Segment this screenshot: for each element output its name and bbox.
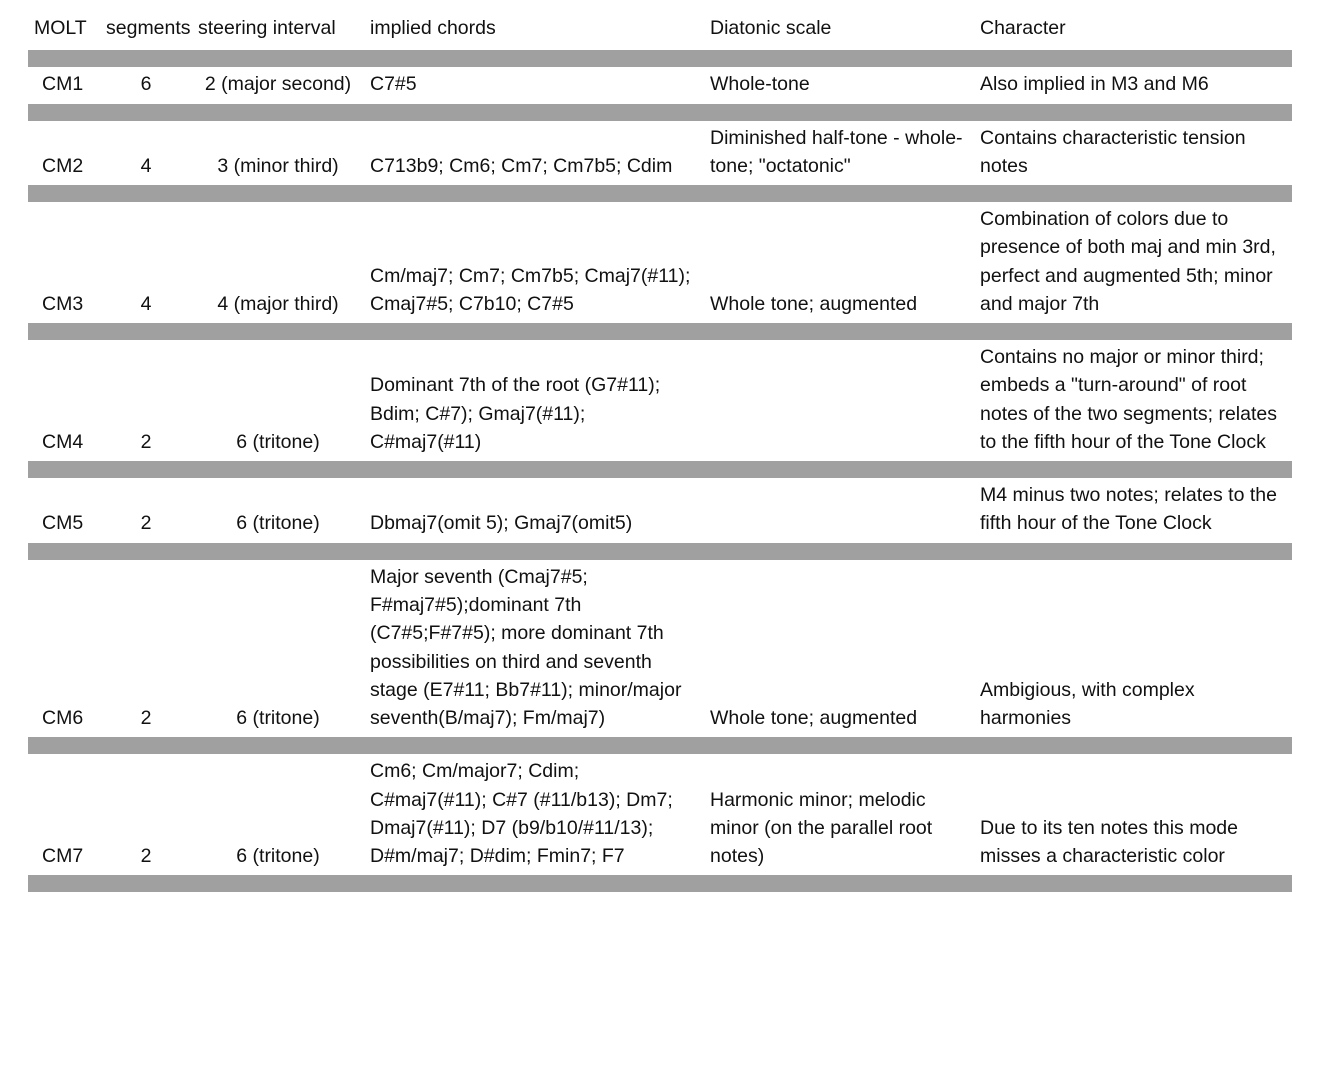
- cell-steering-interval: 2 (major second): [204, 73, 352, 96]
- cell-implied-chords: Cm/maj7; Cm7; Cm7b5; Cmaj7(#11); Cmaj7#5; C7b10; C7#5: [370, 264, 691, 315]
- cell-character: Contains characteristic tension notes: [980, 126, 1246, 177]
- cell-implied-chords: Dbmaj7(omit 5); Gmaj7(omit5): [370, 512, 633, 535]
- cell-molt: CM2: [42, 154, 84, 177]
- cell-molt: CM7: [42, 845, 84, 868]
- cell-character: Contains no major or minor third; embeds a "turn-around" of root notes of the two segments; relates to the fifth hour of the Tone Clock: [980, 346, 1277, 453]
- cell-implied-chords: C7#5: [370, 73, 417, 96]
- cell-steering-interval: 6 (tritone): [236, 430, 320, 453]
- cell-implied-chords: Dominant 7th of the root (G7#11); Bdim; C#7); Gmaj7(#11); C#maj7(#11): [370, 374, 661, 453]
- cell-segments: 2: [140, 430, 152, 453]
- column-header-implied-chords: implied chords: [370, 17, 496, 39]
- row-separator: [28, 737, 1292, 754]
- row-separator: [28, 185, 1292, 202]
- cell-steering-interval: 6 (tritone): [236, 845, 320, 868]
- table-row: [28, 754, 1292, 875]
- cell-diatonic-scale: [704, 340, 974, 461]
- cell-character: Due to its ten notes this mode misses a characteristic color: [980, 816, 1238, 868]
- cell-character: Combination of colors due to presence of both maj and min 3rd, perfect and augmented 5th; minor and major 7th: [980, 208, 1276, 315]
- row-separator: [28, 323, 1292, 340]
- cell-steering-interval: 3 (minor third): [217, 154, 339, 177]
- cell-molt: CM6: [42, 707, 84, 730]
- row-separator: [28, 104, 1292, 121]
- cell-segments: 4: [140, 292, 152, 315]
- cell-steering-interval: 4 (major third): [217, 292, 339, 315]
- cell-steering-interval: 6 (tritone): [236, 512, 320, 535]
- cell-diatonic-scale: Whole-tone: [710, 73, 810, 96]
- table-header-row: [28, 14, 1292, 50]
- column-header-molt: MOLT: [34, 17, 87, 39]
- row-separator: [28, 543, 1292, 560]
- cell-segments: 2: [140, 845, 152, 868]
- cell-steering-interval: 6 (tritone): [236, 707, 320, 730]
- cell-segments: 4: [140, 154, 152, 177]
- table-row: [28, 121, 1292, 186]
- cell-molt: CM3: [42, 292, 84, 315]
- table-row: [28, 478, 1292, 543]
- row-separator: [28, 875, 1292, 892]
- cell-molt: CM4: [42, 430, 84, 453]
- table-body: [28, 50, 1292, 892]
- cell-molt: CM1: [42, 73, 84, 96]
- table-row: [28, 202, 1292, 323]
- column-header-diatonic-scale: Diatonic scale: [710, 17, 832, 39]
- column-header-steering-interval: steering interval: [198, 17, 336, 39]
- table-row: [28, 560, 1292, 738]
- table-row: [28, 67, 1292, 103]
- molt-table: [28, 14, 1292, 892]
- cell-segments: 6: [140, 73, 152, 96]
- row-separator: [28, 50, 1292, 67]
- cell-character: Also implied in M3 and M6: [980, 73, 1209, 96]
- cell-implied-chords: Major seventh (Cmaj7#5; F#maj7#5);dominant 7th (C7#5;F#7#5); more dominant 7th possibilities on third and seventh stage (E7#11; Bb7#11); minor/major seventh(B/maj7); Fm/maj7): [370, 565, 682, 730]
- column-header-character: Character: [980, 17, 1066, 39]
- cell-character: Ambigious, with complex harmonies: [980, 678, 1195, 730]
- cell-segments: 2: [140, 512, 152, 535]
- cell-diatonic-scale: Harmonic minor; melodic minor (on the parallel root notes): [710, 788, 933, 868]
- row-separator: [28, 461, 1292, 478]
- table-header: [28, 14, 1292, 50]
- cell-diatonic-scale: [704, 478, 974, 543]
- cell-segments: 2: [140, 707, 152, 730]
- cell-diatonic-scale: Whole tone; augmented: [710, 707, 918, 730]
- cell-implied-chords: Cm6; Cm/major7; Cdim; C#maj7(#11); C#7 (#11/b13); Dm7; Dmaj7(#11); D7 (b9/b10/#11/13); D#m/maj7; D#dim; Fmin7; F7: [370, 760, 673, 868]
- cell-implied-chords: C713b9; Cm6; Cm7; Cm7b5; Cdim: [370, 154, 673, 177]
- cell-diatonic-scale: Diminished half-tone - whole-tone; "octatonic": [710, 126, 963, 177]
- cell-diatonic-scale: Whole tone; augmented: [710, 292, 918, 315]
- column-header-segments: segments: [106, 17, 191, 39]
- cell-molt: CM5: [42, 512, 84, 535]
- cell-character: M4 minus two notes; relates to the fifth hour of the Tone Clock: [980, 484, 1277, 535]
- table-row: [28, 340, 1292, 461]
